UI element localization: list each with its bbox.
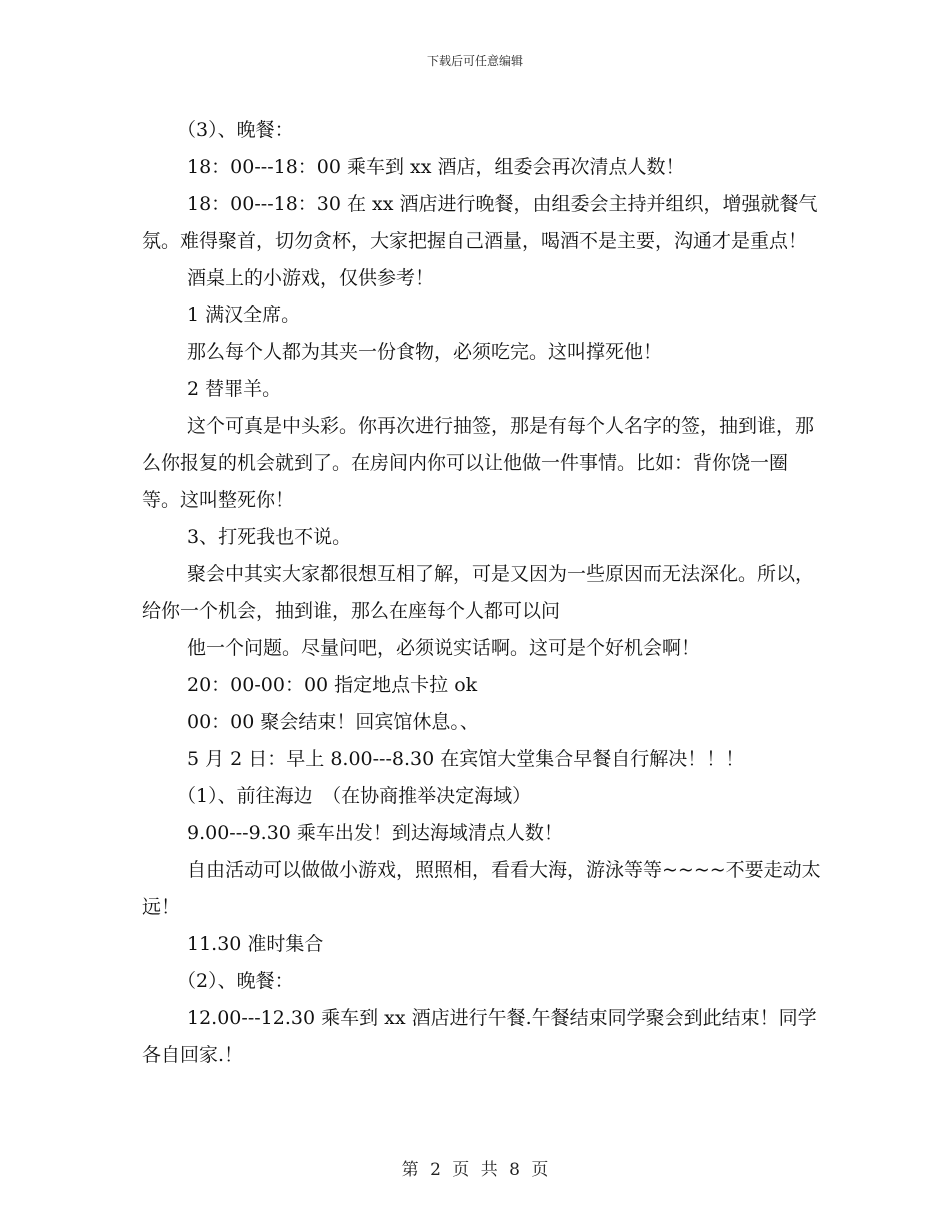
paragraph: 11.30 准时集合 — [187, 933, 324, 955]
page-footer: 第 2 页 共 8 页 — [401, 1160, 549, 1180]
paragraph: 9.00---9.30 乘车出发！到达海域清点人数！ — [187, 822, 563, 844]
page-header: 下载后可任意编辑 — [426, 54, 523, 68]
paragraph: 这个可真是中头彩。你再次进行抽签，那是有每个人名字的签，抽到谁，那么你报复的机会就到了。在房间内你可以让他做一件事情。比如：背你饶一圈等。这叫整死你！ — [142, 415, 815, 511]
paragraph: 酒桌上的小游戏，仅供参考！ — [187, 267, 435, 289]
paragraph: 5 月 2 日：早上 8.00---8.30 在宾馆大堂集合早餐自行解决！！！ — [187, 748, 745, 770]
paragraph: 00：00 聚会结束！回宾馆休息。、 — [187, 711, 479, 733]
paragraph: 18：00---18：00 乘车到 xx 酒店，组委会再次清点人数！ — [187, 156, 685, 178]
paragraph: （1）、前往海边 （在协商推举决定海域） — [177, 785, 532, 807]
paragraph: （2）、晚餐： — [177, 970, 294, 992]
paragraph: 2 替罪羊。 — [187, 378, 282, 400]
paragraph: 18：00---18：30 在 xx 酒店进行晚餐，由组委会主持并组织，增强就餐气氛。难得聚首，切勿贪杯，大家把握自己酒量，喝酒不是主要，沟通才是重点！ — [142, 193, 818, 252]
paragraph: （3）、晚餐： — [177, 119, 294, 141]
paragraph: 1 满汉全席。 — [187, 304, 301, 326]
paragraph: 自由活动可以做做小游戏，照照相，看看大海，游泳等等~~~~不要走动太远！ — [142, 859, 821, 918]
paragraph: 20：00-00：00 指定地点卡拉 ok — [187, 674, 478, 696]
paragraph: 那么每个人都为其夹一份食物，必须吃完。这叫撑死他！ — [187, 341, 663, 363]
paragraph: 他一个问题。尽量问吧，必须说实话啊。这可是个好机会啊！ — [187, 637, 701, 659]
paragraph: 3、打死我也不说。 — [187, 526, 352, 548]
paragraph: 12.00---12.30 乘车到 xx 酒店进行午餐.午餐结束同学聚会到此结束！同学各自回家.！ — [142, 1007, 817, 1066]
paragraph: 聚会中其实大家都很想互相了解，可是又因为一些原因而无法深化。所以，给你一个机会，抽到谁，那么在座每个人都可以问 — [142, 563, 815, 622]
document-body — [142, 112, 822, 1074]
